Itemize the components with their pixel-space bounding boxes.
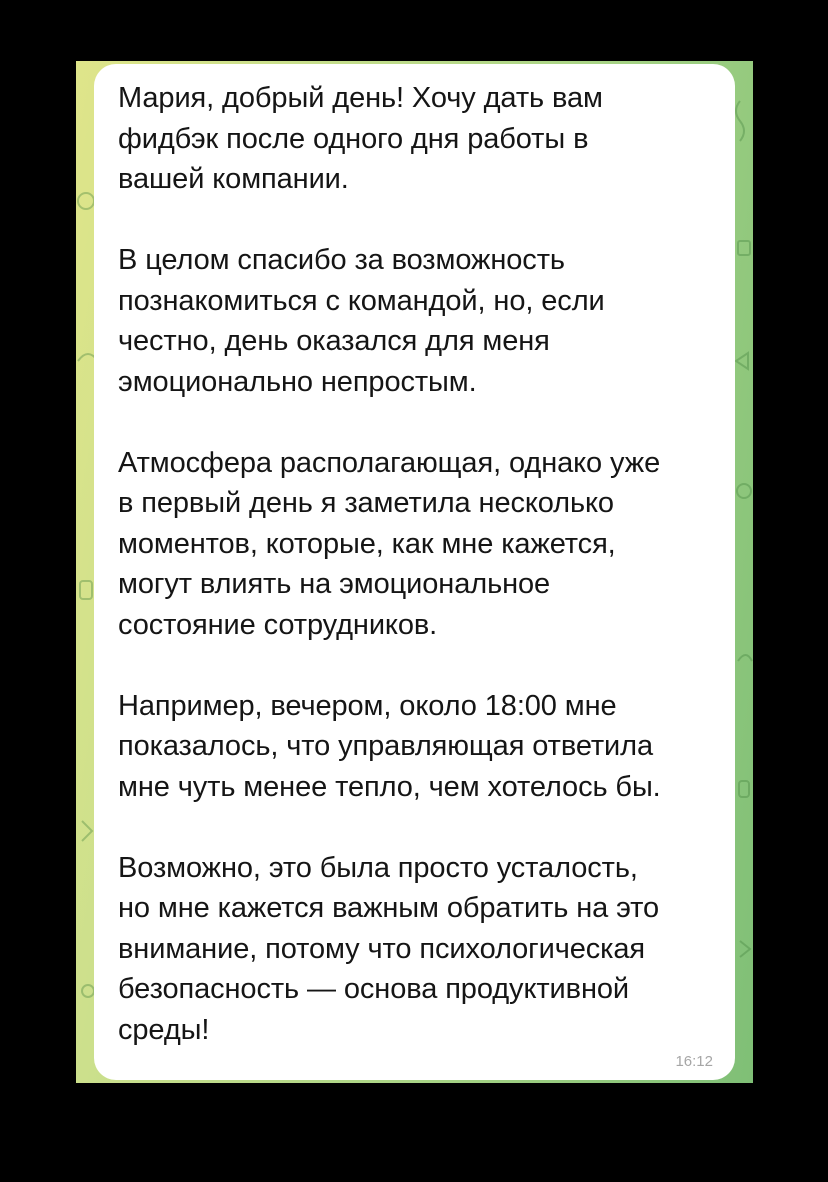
message-paragraph-3: Атмосфера располагающая, однако уже в первый день я заметила несколько моментов, которые, как мне кажется, могут влиять на эмоциональное состояние сотрудников. [118, 446, 661, 641]
chat-background [76, 61, 753, 1083]
message-paragraph-1: Мария, добрый день! Хочу дать вам фидбэк после одного дня работы в вашей компании. [118, 82, 603, 195]
message-paragraph-2: В целом спасибо за возможность познакомиться с командой, но, если честно, день оказался для меня эмоционально непростым. [118, 244, 605, 398]
message-bubble[interactable] [94, 64, 735, 1080]
message-timestamp: 16:12 [675, 1053, 713, 1070]
message-paragraph-4: Например, вечером, около 18:00 мне показалось, что управляющая ответила мне чуть менее тепло, чем хотелось бы. [118, 689, 661, 803]
message-paragraph-5: Возможно, это была просто усталость, но мне кажется важным обратить на это внимание, потому что психологическая безопасность — основа продуктивной среды! [118, 851, 660, 1046]
